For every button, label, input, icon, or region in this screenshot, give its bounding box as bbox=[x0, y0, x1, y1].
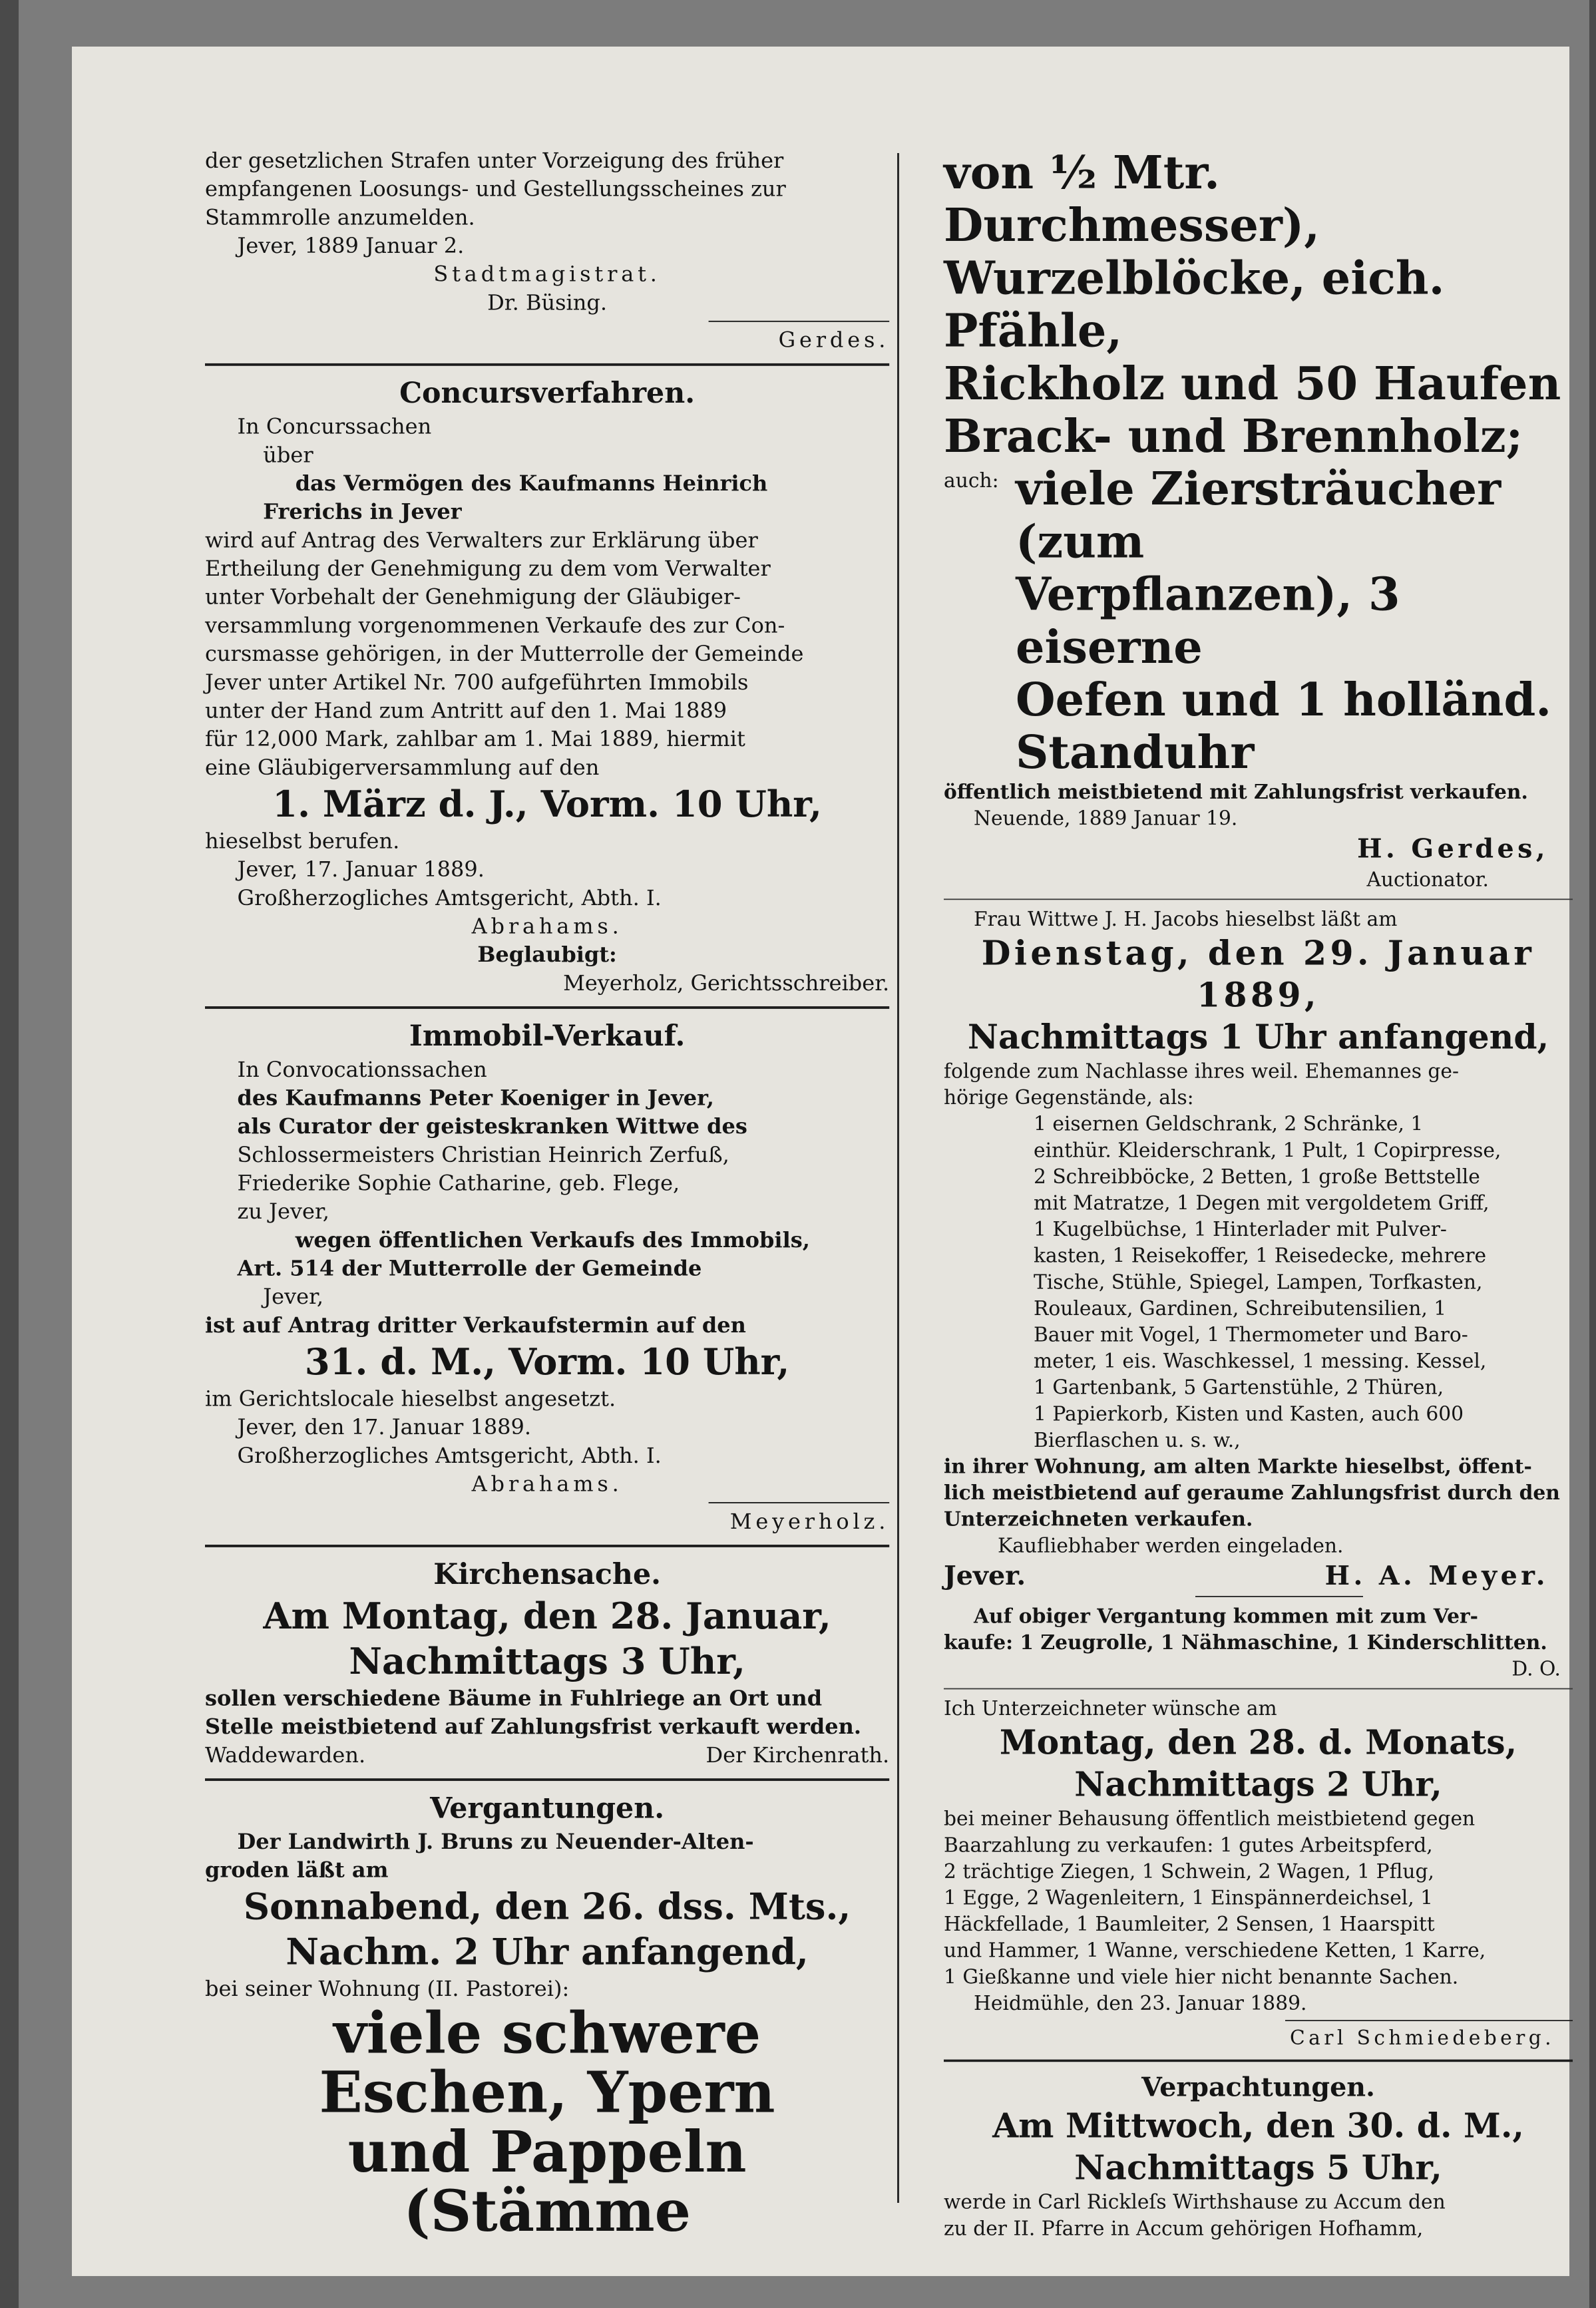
jacobs-date-big: Dienstag, den 29. Januar 1889, bbox=[981, 933, 1535, 1015]
immobil-body2-line: Art. 514 der Mutterrolle der Gemeinde bbox=[237, 1255, 702, 1281]
immobil-body-line: als Curator der geisteskranken Wittwe des bbox=[237, 1113, 747, 1139]
schmiedeberg-notice bbox=[944, 1695, 1573, 2051]
jacobs-intro: Frau Wittwe J. H. Jacobs hieselbst läßt am bbox=[974, 907, 1398, 931]
gerdes-role: Auctionator. bbox=[1366, 867, 1489, 891]
section-rule bbox=[944, 2060, 1573, 2062]
schmiedeberg-body-line: bei meiner Behausung öffentlich meistbietend gegen bbox=[944, 1806, 1476, 1830]
verpacht-heading: Verpachtungen. bbox=[1141, 2072, 1375, 2103]
kirchen-body-line: sollen verschiedene Bäume in Fuhlriege an Ort und bbox=[205, 1685, 823, 1711]
kirchen-notice bbox=[205, 1556, 889, 1769]
kirchen-time-big: Nachmittags 3 Uhr, bbox=[349, 1640, 745, 1683]
vergant-notice bbox=[205, 1790, 889, 2245]
concurs-body-line: eine Gläubigerversammlung auf den bbox=[205, 754, 600, 780]
immobil-clerk: Meyerholz. bbox=[729, 1508, 890, 1534]
concurs-line: Frerichs in Jever bbox=[263, 498, 462, 524]
schmiedeberg-body-line: 1 Gießkanne und viele hier nicht benannte Sachen. bbox=[944, 1965, 1459, 1989]
gerdes-auch-line: Verpflanzen), 3 eiserne bbox=[1016, 567, 1400, 673]
concurs-body-line: für 12,000 Mark, zahlbar am 1. Mai 1889, hiermit bbox=[205, 726, 745, 751]
schmiedeberg-intro: Ich Unterzeichneter wünsche am bbox=[944, 1696, 1277, 1720]
verpacht-time-big: Nachmittags 5 Uhr, bbox=[1074, 2148, 1442, 2188]
section-rule bbox=[205, 363, 889, 366]
jacobs-item: kasten, 1 Reisekoffer, 1 Reisedecke, mehrere bbox=[1034, 1243, 1487, 1267]
jacobs-note-line: Auf obiger Vergantung kommen mit zum Ver- bbox=[974, 1604, 1478, 1628]
section-rule bbox=[944, 1688, 1573, 1690]
immobil-notice bbox=[205, 1018, 889, 1536]
concurs-date-big: 1. März d. J., Vorm. 10 Uhr, bbox=[272, 783, 822, 826]
jacobs-initials: D. O. bbox=[1511, 1656, 1561, 1680]
concurs-heading: Concursverfahren. bbox=[399, 377, 696, 410]
jacobs-item: Bierflaschen u. s. w., bbox=[1034, 1428, 1241, 1452]
immobil-place: im Gerichtslocale hieselbst angesetzt. bbox=[205, 1386, 616, 1412]
intro-line: der gesetzlichen Strafen unter Vorzeigung des früher bbox=[205, 147, 784, 173]
vergant-heading: Vergantungen. bbox=[430, 1792, 665, 1825]
jacobs-time-big: Nachmittags 1 Uhr anfangend, bbox=[967, 1017, 1549, 1057]
intro-office: Stadtmagistrat. bbox=[433, 261, 661, 287]
intro-date: Jever, 1889 Januar 2. bbox=[237, 232, 465, 258]
signature-rule bbox=[709, 1502, 890, 1503]
verpacht-date-big: Am Mittwoch, den 30. d. M., bbox=[992, 2106, 1524, 2146]
concurs-body-line: Jever unter Artikel Nr. 700 aufgeführten Immobils bbox=[205, 669, 749, 695]
immobil-date-big: 31. d. M., Vorm. 10 Uhr, bbox=[304, 1340, 790, 1384]
signature-rule bbox=[1285, 2020, 1573, 2021]
immobil-body-line: Schlossermeisters Christian Heinrich Zerfuß, bbox=[237, 1141, 729, 1167]
verpacht-body-line: zu der II. Pfarre in Accum gehörigen Hofhamm, bbox=[944, 2216, 1424, 2240]
jacobs-item-list bbox=[944, 1111, 1573, 1453]
jacobs-item: meter, 1 eis. Waschkessel, 1 messing. Kessel, bbox=[1034, 1349, 1487, 1373]
schmiedeberg-body-line: Häckfellade, 1 Baumleiter, 2 Sensen, 1 Haarspitt bbox=[944, 1912, 1435, 1936]
intro-signer: Dr. Büsing. bbox=[487, 289, 608, 315]
jacobs-item: 2 Schreibböcke, 2 Betten, 1 große Bettstelle bbox=[1034, 1165, 1480, 1189]
concurs-judge: Abrahams. bbox=[471, 913, 623, 939]
jacobs-invite: Kaufliebhaber werden eingeladen. bbox=[998, 1533, 1344, 1557]
section-rule bbox=[944, 898, 1573, 900]
newspaper-sheet bbox=[72, 47, 1569, 2276]
scanned-page bbox=[19, 0, 1589, 2308]
concurs-body-line: versammlung vorgenommenen Verkaufe des zur Con- bbox=[205, 612, 785, 638]
gerdes-big-line: Wurzelblöcke, eich. Pfähle, bbox=[944, 251, 1445, 357]
immobil-line: In Convocationssachen bbox=[237, 1056, 487, 1082]
immobil-date: Jever, den 17. Januar 1889. bbox=[237, 1414, 532, 1440]
verpacht-notice bbox=[944, 2070, 1573, 2241]
kirchen-body-line: Stelle meistbietend auf Zahlungsfrist verkauft werden. bbox=[205, 1714, 862, 1739]
jacobs-footer bbox=[944, 1559, 1573, 1593]
verpacht-body-line: werde in Carl Rickleſs Wirthshause zu Accum den bbox=[944, 2190, 1446, 2213]
concurs-after: hieselbst berufen. bbox=[205, 828, 400, 854]
gerdes-signer: H. Gerdes, bbox=[1357, 833, 1549, 865]
kirchen-date-big: Am Montag, den 28. Januar, bbox=[263, 1595, 831, 1638]
right-column bbox=[944, 146, 1573, 2241]
gerdes-notice bbox=[944, 146, 1573, 892]
vergant-location: bei seiner Wohnung (II. Pastorei): bbox=[205, 1975, 570, 2001]
section-rule bbox=[205, 1545, 889, 1547]
jacobs-body-line: folgende zum Nachlasse ihres weil. Ehemannes ge- bbox=[944, 1059, 1460, 1083]
gerdes-auch-line: viele Ziersträucher (zum bbox=[1016, 462, 1501, 568]
concurs-court: Großherzogliches Amtsgericht, Abth. I. bbox=[237, 884, 662, 910]
schmiedeberg-time-big: Nachmittags 2 Uhr, bbox=[1074, 1764, 1442, 1805]
jacobs-item: mit Matratze, 1 Degen mit vergoldetem Griff, bbox=[1034, 1191, 1490, 1215]
concurs-body-line: unter Vorbehalt der Genehmigung der Gläubiger- bbox=[205, 584, 741, 610]
gerdes-auch-label: auch: bbox=[944, 469, 999, 492]
concurs-line: über bbox=[263, 442, 313, 468]
concurs-line: das Vermögen des Kaufmanns Heinrich bbox=[295, 470, 768, 496]
jacobs-after-line: lich meistbietend auf geraume Zahlungsfrist durch den bbox=[944, 1481, 1560, 1505]
concurs-line: In Concurssachen bbox=[237, 413, 432, 439]
concurs-body-line: unter der Hand zum Antritt auf den 1. Mai 1889 bbox=[205, 697, 727, 723]
jacobs-item: Tische, Stühle, Spiegel, Lampen, Torfkasten, bbox=[1034, 1270, 1483, 1294]
gerdes-auch-line: Oefen und 1 holländ. bbox=[1016, 673, 1552, 727]
concurs-body-line: Ertheilung der Genehmigung zu dem vom Verwalter bbox=[205, 555, 771, 581]
concurs-attest: Beglaubigt: bbox=[477, 942, 617, 967]
immobil-body-line: des Kaufmanns Peter Koeniger in Jever, bbox=[237, 1085, 714, 1111]
vergant-goods-big: viele schwere Eschen, Ypern bbox=[319, 1999, 775, 2126]
jacobs-body-line: hörige Gegenstände, als: bbox=[944, 1085, 1194, 1109]
intro-notice bbox=[205, 146, 889, 354]
schmiedeberg-date-big: Montag, den 28. d. Monats, bbox=[999, 1722, 1517, 1763]
section-rule bbox=[205, 1006, 889, 1009]
jacobs-signer: H. A. Meyer. bbox=[1324, 1560, 1549, 1591]
schmiedeberg-body-line: 2 trächtige Ziegen, 1 Schwein, 2 Wagen, 1 Pflug, bbox=[944, 1859, 1434, 1883]
jacobs-item: 1 eisernen Geldschrank, 2 Schränke, 1 bbox=[1034, 1111, 1424, 1135]
jacobs-item: 1 Gartenbank, 5 Gartenstühle, 2 Thüren, bbox=[1034, 1375, 1444, 1399]
vergant-goods-big: und Pappeln (Stämme bbox=[347, 2118, 747, 2245]
vergant-date-big: Sonnabend, den 26. dss. Mts., bbox=[243, 1885, 851, 1929]
concurs-notice bbox=[205, 375, 889, 997]
intro-countersign: Gerdes. bbox=[778, 327, 890, 353]
gerdes-big-line: Rickholz und 50 Haufen bbox=[944, 356, 1561, 410]
kirchen-footer bbox=[205, 1741, 889, 1770]
gerdes-auch-line: Standuhr bbox=[1016, 725, 1255, 779]
concurs-clerk: Meyerholz, Gerichtsschreiber. bbox=[563, 970, 890, 996]
immobil-body2-line: wegen öffentlichen Verkaufs des Immobils, bbox=[295, 1227, 810, 1252]
immobil-body-line: Friederike Sophie Catharine, geb. Flege, bbox=[237, 1170, 680, 1196]
intro-line: Stammrolle anzumelden. bbox=[205, 204, 475, 230]
vergant-body-line: groden läßt am bbox=[205, 1857, 389, 1883]
jacobs-item: 1 Kugelbüchse, 1 Hinterlader mit Pulver- bbox=[1034, 1217, 1447, 1241]
schmiedeberg-body-line: 1 Egge, 2 Wagenleitern, 1 Einspännerdeichsel, 1 bbox=[944, 1885, 1434, 1909]
column-divider bbox=[897, 153, 899, 2203]
schmiedeberg-body-line: und Hammer, 1 Wanne, verschiedene Ketten, 1 Karre, bbox=[944, 1938, 1486, 1962]
gerdes-big-line: Brack- und Brennholz; bbox=[944, 409, 1523, 463]
gerdes-date: Neuende, 1889 Januar 19. bbox=[974, 806, 1238, 830]
section-rule bbox=[205, 1778, 889, 1781]
vergant-time-big: Nachm. 2 Uhr anfangend, bbox=[286, 1931, 809, 1974]
immobil-court: Großherzogliches Amtsgericht, Abth. I. bbox=[237, 1442, 662, 1468]
intro-line: empfangenen Loosungs- und Gestellungsscheines zur bbox=[205, 176, 786, 202]
gerdes-line: öffentlich meistbietend mit Zahlungsfrist verkaufen. bbox=[944, 780, 1528, 804]
left-column bbox=[205, 146, 890, 2245]
jacobs-item: einthür. Kleiderschrank, 1 Pult, 1 Copirpresse, bbox=[1034, 1138, 1501, 1162]
jacobs-place: Jever. bbox=[944, 1560, 1026, 1591]
jacobs-item: 1 Papierkorb, Kisten und Kasten, auch 600 bbox=[1034, 1402, 1464, 1426]
concurs-date: Jever, 17. Januar 1889. bbox=[237, 857, 485, 882]
concurs-body-line: cursmasse gehörigen, in der Mutterrolle der Gemeinde bbox=[205, 641, 804, 666]
schmiedeberg-body-line: Baarzahlung zu verkaufen: 1 gutes Arbeitspferd, bbox=[944, 1833, 1433, 1857]
schmiedeberg-date: Heidmühle, den 23. Januar 1889. bbox=[974, 1991, 1307, 2015]
jacobs-after-line: Unterzeichneten verkaufen. bbox=[944, 1507, 1253, 1531]
jacobs-note-line: kaufe: 1 Zeugrolle, 1 Nähmaschine, 1 Kinderschlitten. bbox=[944, 1631, 1547, 1654]
gerdes-auch-block bbox=[944, 463, 1573, 779]
jacobs-notice bbox=[944, 906, 1573, 1682]
immobil-body-line: zu Jever, bbox=[237, 1199, 329, 1224]
immobil-judge: Abrahams. bbox=[471, 1471, 623, 1497]
immobil-heading: Immobil-Verkauf. bbox=[409, 1020, 686, 1053]
immobil-antrag: ist auf Antrag dritter Verkaufstermin auf den bbox=[205, 1312, 746, 1338]
gerdes-auch-list bbox=[1016, 463, 1573, 779]
gerdes-big-line: von ½ Mtr. Durchmesser), bbox=[944, 146, 1320, 252]
jacobs-after-line: in ihrer Wohnung, am alten Markte hieselbst, öffent- bbox=[944, 1454, 1532, 1478]
kirchen-heading: Kirchensache. bbox=[433, 1558, 661, 1591]
jacobs-item: Bauer mit Vogel, 1 Thermometer und Baro- bbox=[1034, 1322, 1468, 1346]
immobil-body2-line: Jever, bbox=[263, 1284, 324, 1309]
signature-rule bbox=[1195, 1596, 1363, 1597]
kirchen-signer: Der Kirchenrath. bbox=[705, 1742, 890, 1768]
schmiedeberg-signer: Carl Schmiedeberg. bbox=[1290, 2026, 1555, 2050]
signature-rule bbox=[709, 321, 890, 322]
jacobs-item: Rouleaux, Gardinen, Schreibutensilien, 1 bbox=[1034, 1296, 1447, 1320]
kirchen-place: Waddewarden. bbox=[205, 1742, 366, 1768]
concurs-body-line: wird auf Antrag des Verwalters zur Erklärung über bbox=[205, 527, 758, 553]
vergant-body-line: Der Landwirth J. Bruns zu Neuender-Alten- bbox=[237, 1828, 754, 1854]
